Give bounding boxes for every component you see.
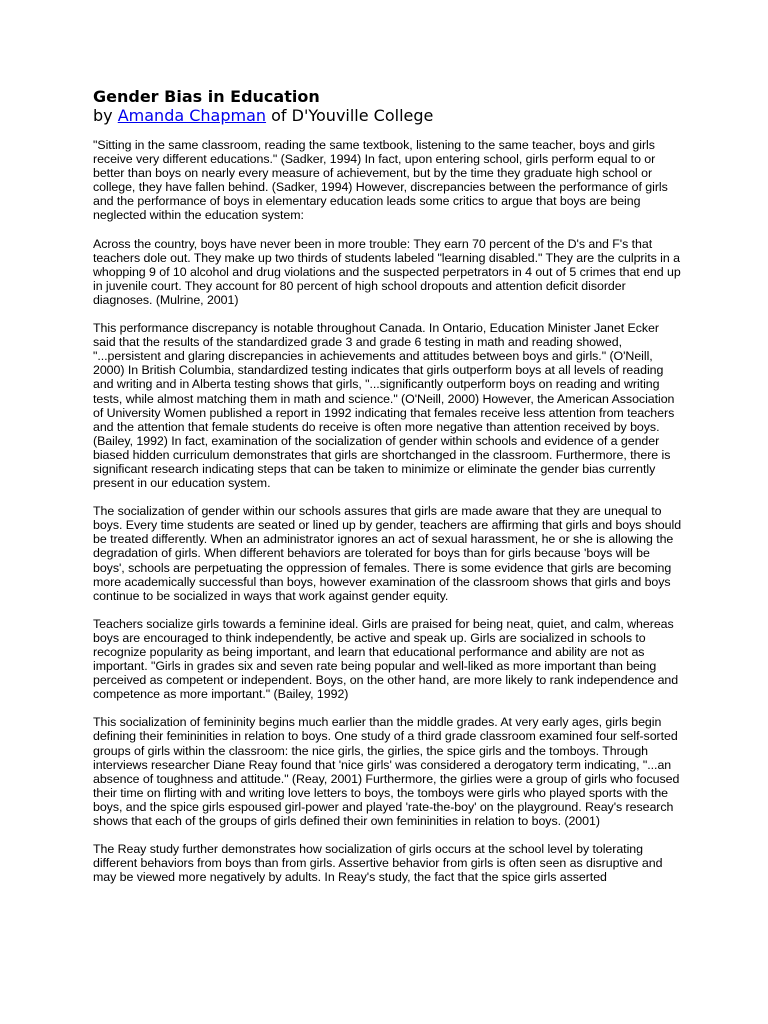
paragraph-6: This socialization of femininity begins much earlier than the middle grades. At very early ages, girls begin defining their femininities in relation to boys. One study of a third grade classroom examined four self-sorted groups of girls within the classroom: the nice girls, the girlies, the spice girls and the tomboys. Through interviews researcher Diane Reay found that 'nice girls' was considered a derogatory term indicating, "...an absence of toughness and attitude." (Reay, 2001) Furthermore, the girlies were a group of girls who focused their time on flirting with and writing love letters to boys, the tomboys were girls who played sports with the boys, and the spice girls espoused girl-power and played 'rate-the-boy' on the playground. Reay's research shows that each of the groups of girls defined their own femininities in relation to boys. (2001) <box>93 715 680 829</box>
article <box>93 87 683 898</box>
article-title: Gender Bias in Education <box>93 87 320 106</box>
paragraph-7: The Reay study further demonstrates how socialization of girls occurs at the school level by tolerating different behaviors from boys than from girls. Assertive behavior from girls is often seen as disruptive and may be viewed more negatively by adults. In Reay's study, the fact that the spice girls asserted <box>93 842 663 885</box>
byline <box>93 106 683 126</box>
paragraph-5: Teachers socialize girls towards a feminine ideal. Girls are praised for being neat, quiet, and calm, whereas boys are encouraged to think independently, be active and speak up. Girls are socialized in schools to recognize popularity as being important, and learn that educational performance and ability are not as important. "Girls in grades six and seven rate being popular and well-liked as more important than being perceived as competent or independent. Boys, on the other hand, are more likely to rank independence and competence as more important." (Bailey, 1992) <box>93 616 679 702</box>
paragraph-3: This performance discrepancy is notable throughout Canada. In Ontario, Education Minister Janet Ecker said that the results of the standardized grade 3 and grade 6 testing in math and reading showed, "...persistent and glaring discrepancies in achievements and attitudes between boys and girls." (O'Neill, 2000) In British Columbia, standardized testing indicates that girls outperform boys at all levels of reading and writing and in Alberta testing shows that girls, "...significantly outperform boys on reading and writing tests, while almost matching them in math and science." (O'Neill, 2000) However, the American Association of University Women published a report in 1992 indicating that females receive less attention from teachers and the attention that female students do receive is often more negative than attention received by boys. (Bailey, 1992) In fact, examination of the socialization of gender within schools and evidence of a gender biased hidden curriculum demonstrates that girls are shortchanged in the classroom. Furthermore, there is significant research indicating steps that can be taken to minimize or eliminate the gender bias currently present in our education system. <box>93 321 675 491</box>
byline-prefix: by <box>93 106 118 125</box>
author-link[interactable]: Amanda Chapman <box>117 106 267 125</box>
paragraph-4: The socialization of gender within our schools assures that girls are made aware that they are unequal to boys. Every time students are seated or lined up by gender, teachers are affirming that girls and boys should be treated differently. When an administrator ignores an act of sexual harassment, he or she is allowing the degradation of girls. When different behaviors are tolerated for boys than for girls because 'boys will be boys', schools are perpetuating the oppression of females. There is some evidence that girls are becoming more academically successful than boys, however examination of the classroom shows that girls and boys continue to be socialized in ways that work against gender equity. <box>93 504 682 603</box>
byline-suffix: of D'Youville College <box>266 106 434 125</box>
paragraph-2: Across the country, boys have never been in more trouble: They earn 70 percent of the D's and F's that teachers dole out. They make up two thirds of students labeled "learning disabled." They are the culprits in a whopping 9 of 10 alcohol and drug violations and the suspected perpetrators in 4 out of 5 crimes that end up in juvenile court. They account for 80 percent of high school dropouts and attention deficit disorder diagnoses. (Mulrine, 2001) <box>93 236 681 307</box>
paragraph-1: "Sitting in the same classroom, reading the same textbook, listening to the same teacher, boys and girls receive very different educations." (Sadker, 1994) In fact, upon entering school, girls perform equal to or better than boys on nearly every measure of achievement, but by the time they graduate high school or college, they have fallen behind. (Sadker, 1994) However, discrepancies between the performance of girls and the performance of boys in elementary education leads some critics to argue that boys are being neglected within the education system: <box>93 138 668 223</box>
